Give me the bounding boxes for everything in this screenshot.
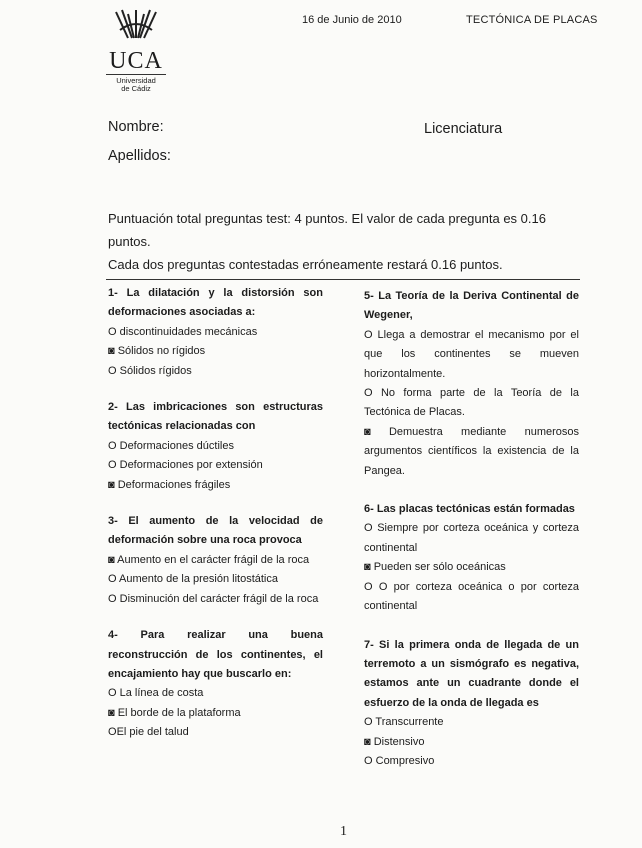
option[interactable] (364, 578, 579, 617)
answer-circle-icon: O (364, 580, 373, 593)
logo-text: UCA (106, 49, 166, 75)
answer-filled-icon: ◙ (108, 553, 115, 566)
answer-circle-icon: O (364, 754, 373, 767)
option[interactable] (108, 704, 323, 723)
option[interactable] (364, 558, 579, 577)
answer-circle-icon: O (108, 592, 117, 605)
question-2 (108, 398, 323, 495)
question-6 (364, 500, 579, 616)
answer-circle-icon: O (364, 522, 373, 535)
option[interactable] (108, 362, 323, 381)
answer-filled-icon: ◙ (364, 735, 371, 748)
option[interactable] (364, 713, 579, 732)
option-text: Compresivo (375, 754, 435, 767)
university-logo (106, 8, 172, 93)
option-text: Siempre por corteza oceánica y corteza continental (364, 522, 579, 554)
question-1 (108, 284, 323, 381)
answer-circle-icon: O (108, 726, 117, 739)
answer-circle-icon: O (108, 439, 117, 452)
option[interactable] (108, 456, 323, 475)
option-text: Pueden ser sólo oceánicas (373, 561, 506, 574)
option-text: Deformaciones por extensión (119, 459, 263, 472)
answer-circle-icon: O (364, 716, 373, 729)
option[interactable] (108, 723, 323, 742)
option-text: Aumento en el carácter frágil de la roca (117, 553, 310, 566)
option-text: Deformaciones dúctiles (119, 439, 234, 452)
right-column (364, 287, 579, 771)
option-text: Demuestra mediante numerosos argumentos científicos la existencia de la Pangea. (364, 425, 579, 477)
answer-filled-icon: ◙ (108, 706, 115, 719)
option-text: La línea de costa (119, 687, 204, 700)
logo-subtitle-line2: de Cádiz (121, 84, 151, 93)
page-number: 1 (340, 824, 347, 839)
question-3 (108, 512, 323, 609)
question-text: 1- La dilatación y la distorsión son deformaciones asociadas a: (108, 287, 323, 319)
option[interactable] (364, 326, 579, 384)
answer-circle-icon: O (108, 364, 117, 377)
instructions-line2: Cada dos preguntas contestadas erróneamente restará 0.16 puntos. (108, 257, 503, 272)
licenciatura-label: Licenciatura (424, 121, 503, 137)
left-column (108, 284, 323, 743)
divider (106, 279, 580, 280)
answer-circle-icon: O (108, 573, 117, 586)
question-text: 3- El aumento de la velocidad de deformación sobre una roca provoca (108, 515, 323, 547)
question-5 (364, 287, 579, 481)
option-text: El borde de la plataforma (117, 706, 241, 719)
instructions-line1: Puntuación total preguntas test: 4 puntos. El valor de cada pregunta es 0.16 puntos. (108, 211, 546, 249)
question-text: 2- Las imbricaciones son estructuras tectónicas relacionadas con (108, 401, 323, 433)
option[interactable] (108, 437, 323, 456)
option-text: Sólidos no rígidos (117, 345, 206, 358)
option[interactable] (108, 323, 323, 342)
answer-filled-icon: ◙ (364, 561, 371, 574)
logo-subtitle (106, 77, 166, 93)
option-text: Aumento de la presión litostática (119, 573, 278, 586)
answer-circle-icon: O (364, 328, 373, 341)
option-text: El pie del talud (116, 726, 189, 739)
option-text: Distensivo (373, 735, 425, 748)
answer-filled-icon: ◙ (108, 478, 115, 491)
option-text: Transcurrente (375, 716, 444, 729)
option-text: Deformaciones frágiles (117, 478, 231, 491)
option[interactable] (364, 752, 579, 771)
answer-filled-icon: ◙ (364, 425, 371, 438)
exam-date: 16 de Junio de 2010 (302, 14, 402, 26)
answer-circle-icon: O (108, 325, 117, 338)
option[interactable] (364, 519, 579, 558)
option[interactable] (364, 733, 579, 752)
option-text: O por corteza oceánica o por corteza continental (364, 580, 580, 613)
option-text: No forma parte de la Teoría de la Tectónica de Placas. (364, 387, 579, 419)
question-text: 5- La Teoría de la Deriva Continental de Wegener, (364, 290, 579, 322)
question-text: 7- Si la primera onda de llegada de un terremoto a un sismógrafo es negativa, estamos ante un cuadrante donde el esfuerzo de la onda de llegada es (364, 638, 579, 709)
option[interactable] (108, 570, 323, 589)
question-text: 6- Las placas tectónicas están formadas (364, 503, 575, 516)
answer-filled-icon: ◙ (108, 345, 115, 358)
nombre-label: Nombre: (108, 119, 164, 135)
question-4 (108, 626, 323, 742)
instructions (108, 207, 578, 276)
option[interactable] (364, 423, 579, 481)
uca-emblem-icon (106, 8, 166, 44)
question-7 (364, 636, 579, 772)
answer-circle-icon: O (108, 459, 117, 472)
exam-subject: TECTÓNICA DE PLACAS (466, 14, 598, 26)
option[interactable] (108, 590, 323, 609)
question-text: 4- Para realizar una buena reconstrucción de los continentes, el encajamiento hay que buscarlo en: (108, 629, 323, 680)
option[interactable] (108, 551, 323, 570)
option[interactable] (108, 342, 323, 361)
logo-subtitle-line1: Universidad (116, 76, 156, 85)
apellidos-label: Apellidos: (108, 148, 171, 164)
option-text: discontinuidades mecánicas (119, 325, 258, 338)
option-text: Sólidos rígidos (119, 364, 192, 377)
answer-circle-icon: O (108, 687, 117, 700)
option[interactable] (108, 684, 323, 703)
option[interactable] (108, 476, 323, 495)
option[interactable] (364, 384, 579, 423)
option-text: Llega a demostrar el mecanismo por el que los continentes se mueven horizontalmente. (364, 328, 579, 380)
option-text: Disminución del carácter frágil de la roca (119, 592, 319, 605)
answer-circle-icon: O (364, 387, 373, 400)
